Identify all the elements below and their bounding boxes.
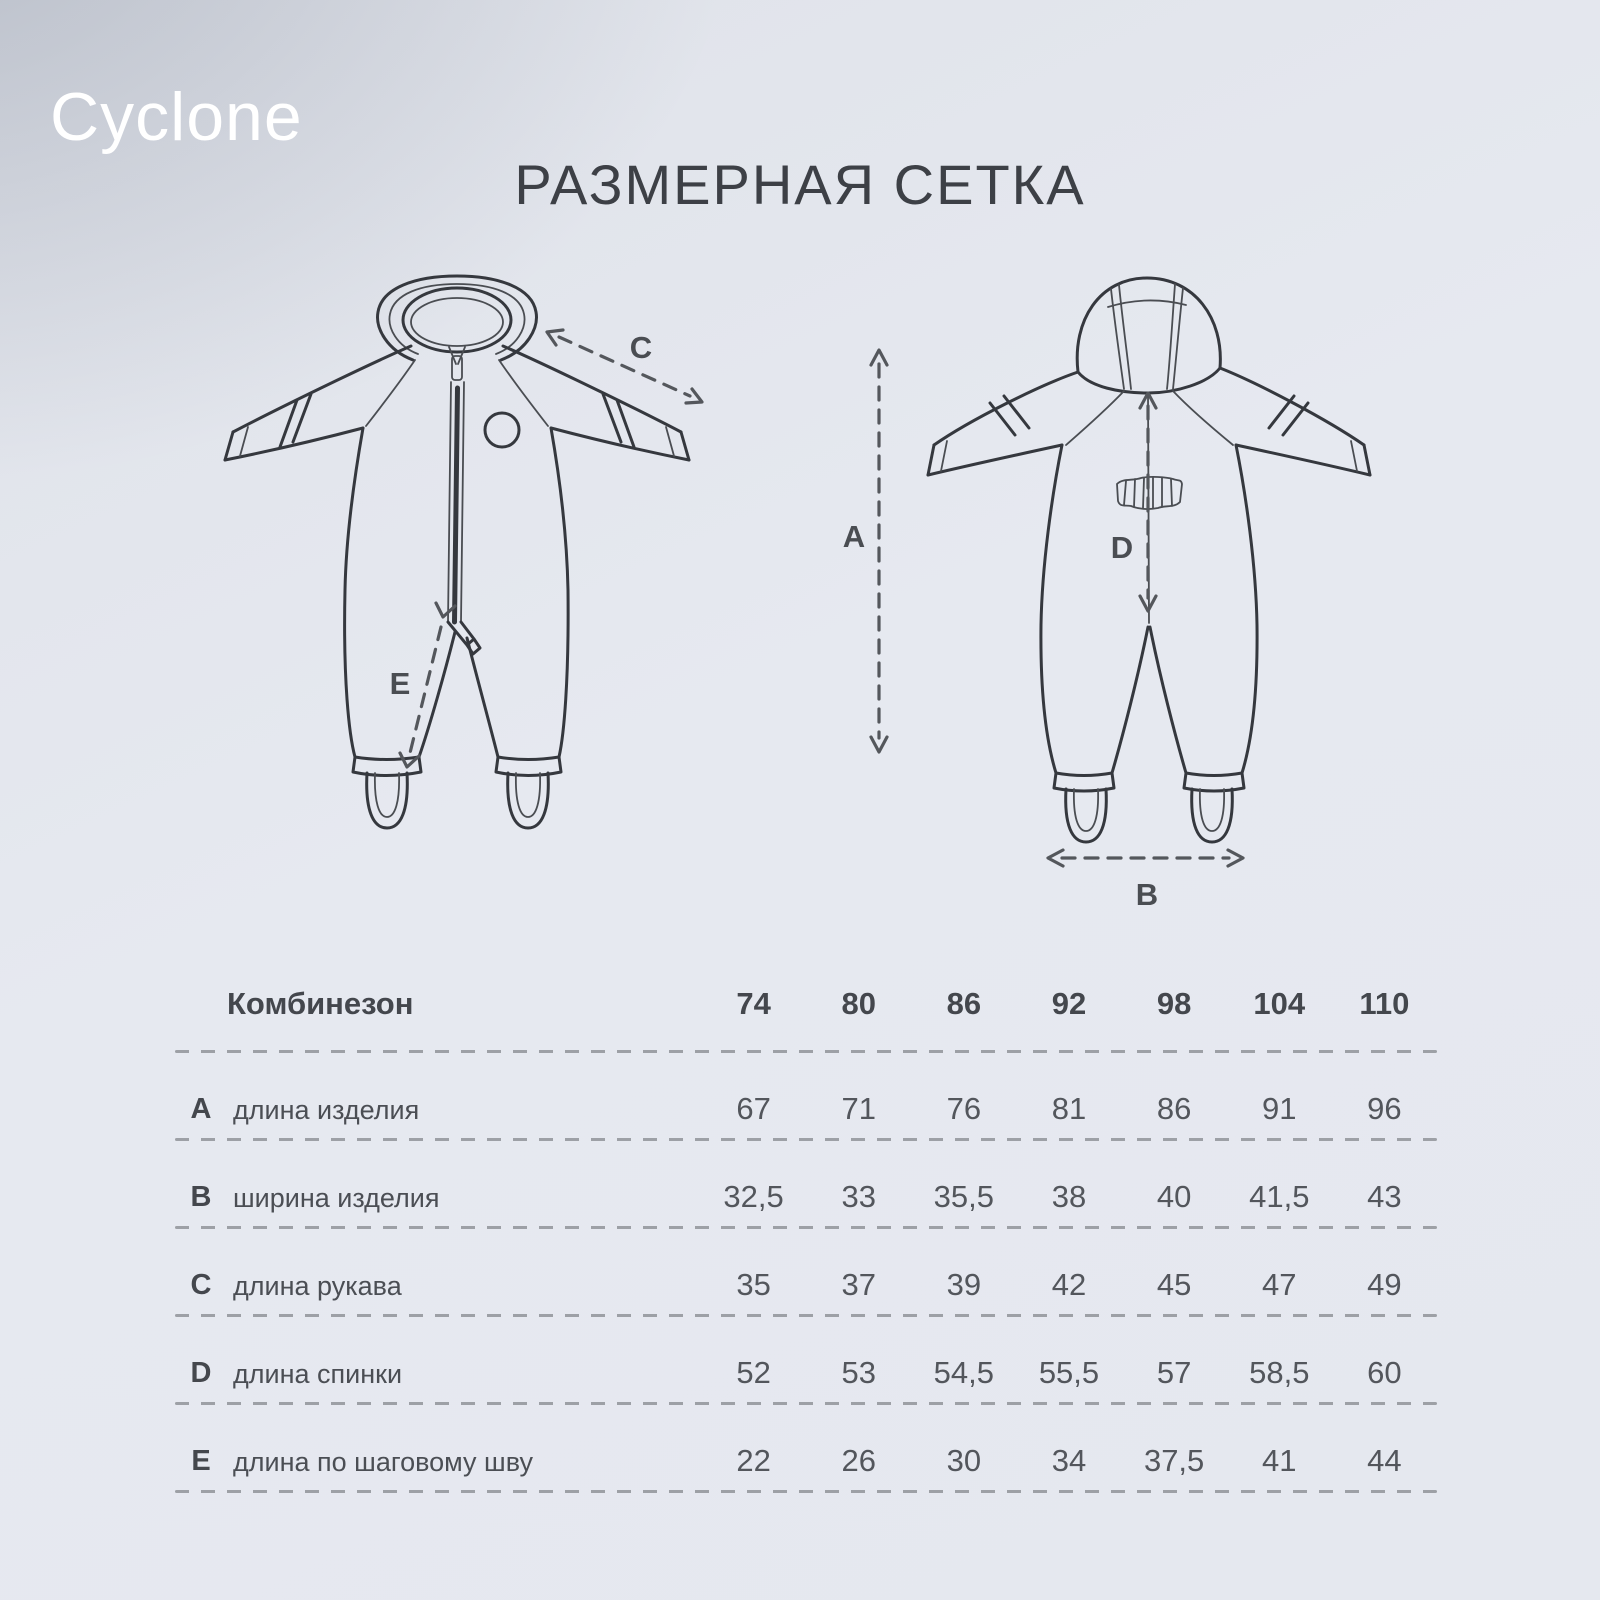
row-value: 37,5: [1143, 1442, 1205, 1478]
row-letter: B: [190, 1181, 212, 1214]
front-body-right: [551, 428, 568, 757]
back-raglan-right: [1173, 391, 1233, 445]
back-cuff-right: [1351, 441, 1357, 471]
row-value: 91: [1262, 1090, 1297, 1126]
front-cuff-left: [240, 427, 248, 456]
measure-label-b: B: [1135, 877, 1159, 910]
row-value: 58,5: [1249, 1354, 1310, 1390]
front-sleeve-left-end: [225, 432, 233, 460]
row-value: 67: [736, 1090, 771, 1126]
row-value: 54,5: [933, 1354, 995, 1390]
row-value: 52: [736, 1354, 771, 1390]
back-body-right: [1236, 445, 1257, 773]
front-hood-opening-inner: [411, 298, 503, 346]
front-zipper-teeth: [455, 388, 458, 622]
row-value: 45: [1156, 1266, 1192, 1302]
row-value: 22: [736, 1442, 771, 1478]
back-body-left: [1041, 445, 1062, 773]
row-value: 33: [841, 1178, 876, 1214]
back-hood-bottom: [1078, 368, 1220, 393]
row-value: 81: [1051, 1090, 1087, 1126]
row-value: 55,5: [1038, 1354, 1100, 1390]
measure-label-d: D: [1110, 530, 1134, 565]
size-table: [175, 948, 1437, 1493]
table-row-e: [175, 1405, 1437, 1493]
front-leg-inner-right: [467, 638, 498, 757]
front-stirrup-right-inner: [516, 773, 540, 817]
back-leg-inner-left: [1112, 627, 1148, 773]
front-stirrup-left: [367, 773, 408, 828]
back-stirrup-left-inner: [1074, 789, 1098, 831]
row-value: 60: [1367, 1354, 1402, 1390]
row-label: длина рукава: [233, 1271, 402, 1302]
row-value: 53: [841, 1354, 876, 1390]
row-value: 38: [1051, 1178, 1087, 1214]
row-label: длина изделия: [233, 1095, 420, 1126]
back-sleeve-left-end: [928, 445, 934, 475]
back-sleeve-right-end: [1364, 445, 1370, 475]
front-stirrup-right: [508, 773, 549, 828]
back-stripe-right: [1269, 396, 1308, 435]
front-raglan-left: [366, 360, 415, 426]
row-value: 49: [1367, 1266, 1402, 1302]
back-sleeve-right-top: [1220, 368, 1364, 445]
size-table-header-row: [175, 948, 1437, 1053]
front-stripe-right: [603, 394, 634, 447]
jumpsuit-front-illustration: [215, 270, 715, 840]
size-col-header: 98: [1156, 985, 1192, 1021]
table-row-a: [175, 1053, 1437, 1141]
front-cuff-right: [666, 427, 674, 456]
back-stripe-left: [990, 396, 1029, 435]
back-sleeve-right-bottom: [1236, 445, 1370, 475]
size-col-header: 74: [736, 985, 771, 1021]
row-value: 86: [1156, 1090, 1192, 1126]
measure-label-e: E: [389, 666, 411, 701]
row-value: 26: [841, 1442, 876, 1478]
row-value: 37: [841, 1266, 876, 1302]
front-raglan-right: [499, 360, 548, 426]
front-sleeve-right-end: [681, 432, 689, 460]
table-row-b: [175, 1141, 1437, 1229]
measure-line-c: [559, 337, 690, 396]
front-chest-logo: [485, 413, 519, 447]
row-letter: D: [190, 1357, 212, 1390]
back-hood-seam-right: [1167, 284, 1183, 389]
back-sleeve-left-bottom: [928, 445, 1062, 475]
row-label: длина по шаговому шву: [233, 1447, 533, 1478]
row-value: 35,5: [933, 1178, 995, 1214]
jumpsuit-back-illustration: [830, 265, 1430, 910]
front-stripe-left: [280, 394, 311, 447]
row-value: 44: [1367, 1442, 1402, 1478]
product-label: Комбинезон: [227, 985, 414, 1021]
row-label: длина спинки: [233, 1359, 403, 1390]
back-leg-inner-right: [1150, 627, 1186, 773]
row-value: 35: [736, 1266, 771, 1302]
front-stirrup-left-inner: [375, 773, 399, 817]
row-value: 57: [1156, 1354, 1192, 1390]
row-value: 76: [946, 1090, 982, 1126]
row-value: 42: [1051, 1266, 1087, 1302]
row-value: 41: [1262, 1442, 1297, 1478]
measure-arrow-e-end: [400, 753, 419, 767]
row-value: 71: [841, 1090, 876, 1126]
back-hood-seam-left: [1111, 285, 1131, 389]
back-raglan-left: [1066, 391, 1124, 445]
front-sleeve-left-top: [233, 346, 411, 432]
front-ankle-band-right: [496, 757, 561, 776]
page-title: РАЗМЕРНАЯ СЕТКА: [514, 153, 1086, 216]
front-hood-rim: [389, 284, 524, 354]
row-value: 40: [1156, 1178, 1192, 1214]
measure-label-a: A: [842, 519, 866, 554]
row-letter: E: [191, 1445, 211, 1478]
size-col-header: 110: [1359, 985, 1410, 1021]
measure-label-c: C: [629, 330, 653, 365]
row-letter: A: [190, 1093, 212, 1126]
front-ankle-band-left: [353, 757, 421, 776]
row-letter: C: [190, 1269, 212, 1302]
size-col-header: 86: [946, 985, 982, 1021]
row-value: 43: [1367, 1178, 1402, 1214]
front-body-left: [345, 428, 363, 757]
table-row-c: [175, 1229, 1437, 1317]
row-value: 30: [946, 1442, 982, 1478]
back-hood-outline: [1077, 278, 1220, 372]
row-value: 32,5: [723, 1178, 784, 1214]
brand-logo: Cyclone: [50, 79, 303, 155]
size-col-header: 92: [1051, 985, 1087, 1021]
size-col-header: 104: [1253, 985, 1306, 1021]
row-value: 41,5: [1249, 1178, 1310, 1214]
table-row-d: [175, 1317, 1437, 1405]
size-col-header: 80: [841, 985, 876, 1021]
back-stirrup-right-inner: [1200, 789, 1224, 831]
front-sleeve-right-top: [503, 346, 681, 432]
back-stirrup-right: [1192, 789, 1233, 842]
back-sleeve-left-top: [934, 372, 1078, 445]
back-stirrup-left: [1066, 789, 1107, 842]
row-value: 47: [1262, 1266, 1297, 1302]
row-value: 39: [946, 1266, 982, 1302]
row-value: 96: [1367, 1090, 1402, 1126]
row-value: 34: [1051, 1442, 1087, 1478]
back-cuff-left: [941, 441, 947, 471]
row-label: ширина изделия: [233, 1183, 440, 1214]
